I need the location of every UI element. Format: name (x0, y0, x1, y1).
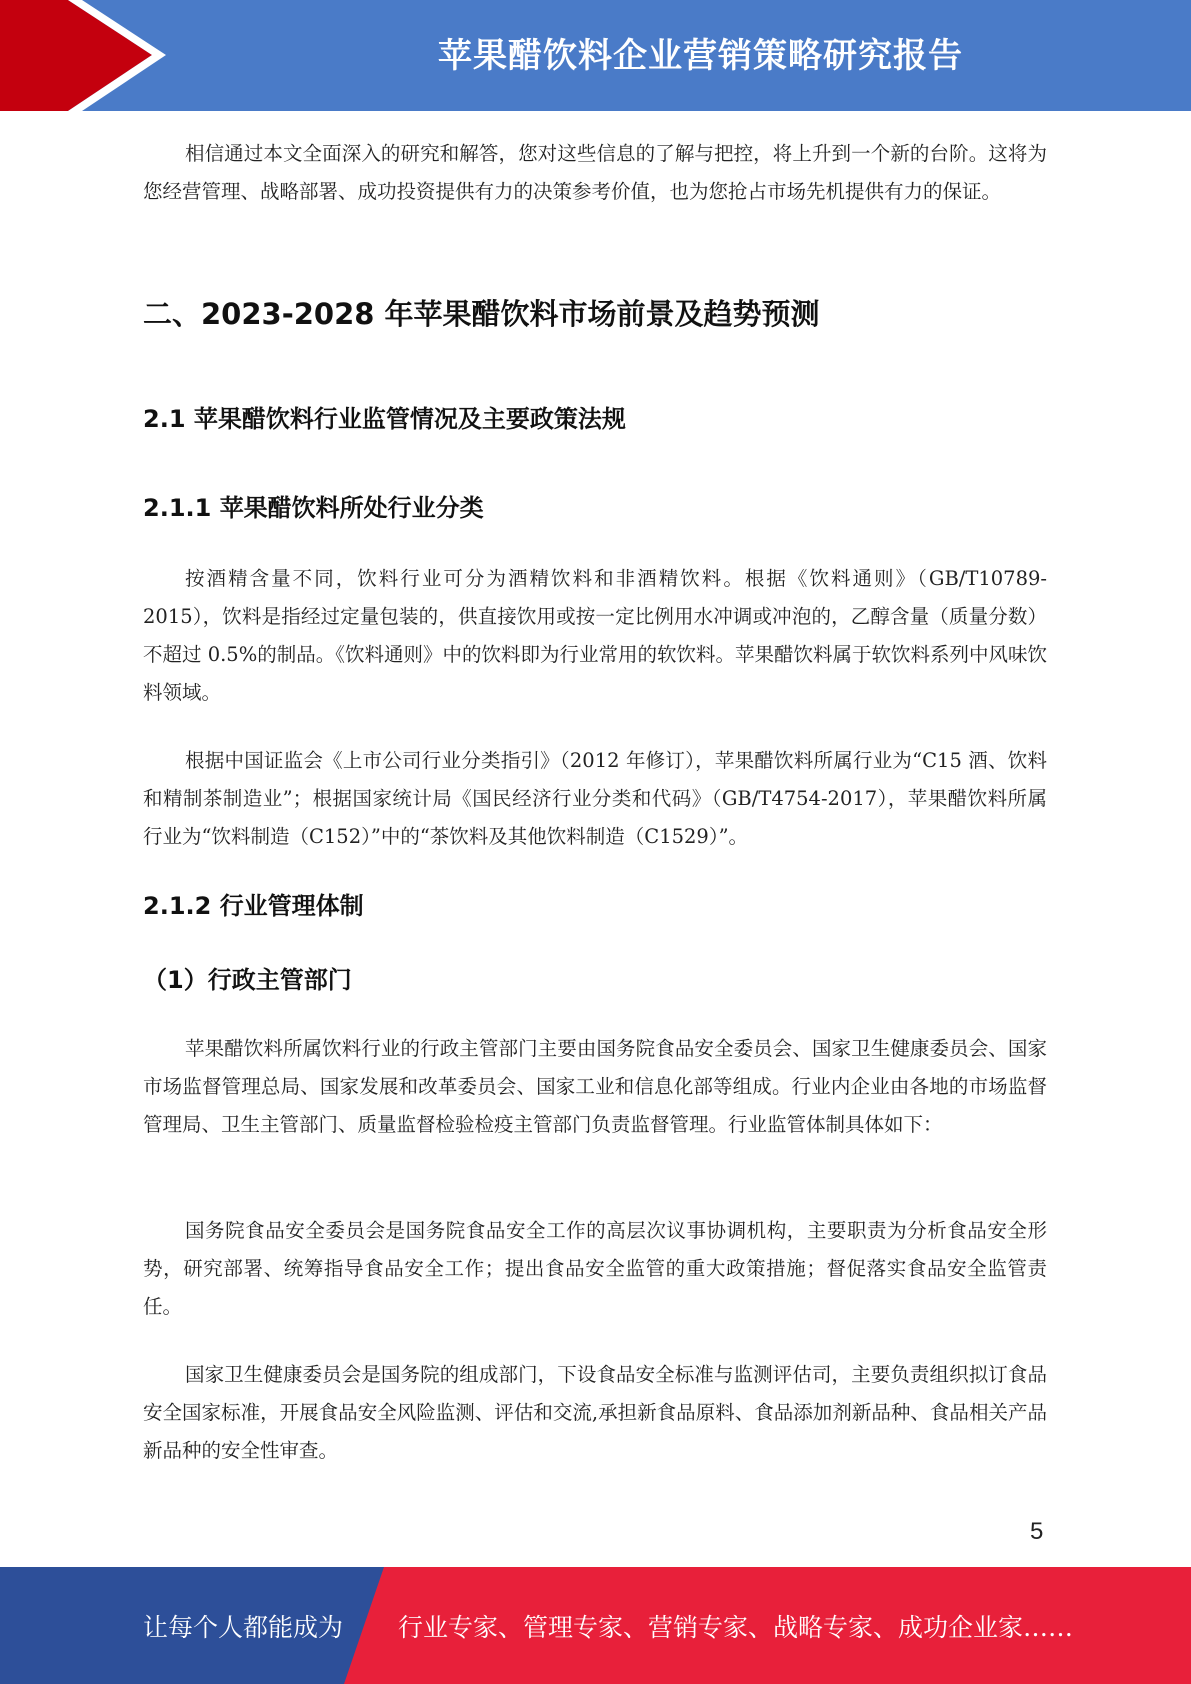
sub-heading-industry-classification: 2.1.1 苹果醋饮料所处行业分类 (143, 494, 484, 522)
section-heading: 二、2023-2028 年苹果醋饮料市场前景及趋势预测 (143, 297, 820, 331)
footer-slogan-left: 让每个人都能成为 (143, 1612, 344, 1642)
paragraph-administrative-departments: 苹果醋饮料所属饮料行业的行政主管部门主要由国务院食品安全委员会、国家卫生健康委员会、国家市场监督管理总局、国家发展和改革委员会、国家工业和信息化部等组成。行业内企业由各地的市场监督管理局、卫生主管部门、质量监督检验检疫主管部门负责监督管理。行业监管体制具体如下： (143, 1037, 1047, 1136)
subsection-heading: 2.1 苹果醋饮料行业监管情况及主要政策法规 (143, 405, 626, 433)
page-number: 5 (1030, 1518, 1044, 1545)
footer-slogan-right: 行业专家、管理专家、营销专家、战略专家、成功企业家…… (398, 1612, 1074, 1642)
intro-paragraph: 相信通过本文全面深入的研究和解答，您对这些信息的了解与把控，将上升到一个新的台阶。这将为您经营管理、战略部署、成功投资提供有力的决策参考价值，也为您抢占市场先机提供有力的保证。 (143, 142, 1047, 203)
paragraph-food-safety-committee: 国务院食品安全委员会是国务院食品安全工作的高层次议事协调机构，主要职责为分析食品安全形势，研究部署、统筹指导食品安全工作；提出食品安全监管的重大政策措施；督促落实食品安全监管责任。 (143, 1219, 1047, 1318)
paragraph-industry-classification: 按酒精含量不同，饮料行业可分为酒精饮料和非酒精饮料。根据《饮料通则》（GB/T10789-2015），饮料是指经过定量包装的，供直接饮用或按一定比例用水冲调或冲泡的，乙醇含量（质量分数）不超过 0.5%的制品。《饮料通则》中的饮料即为行业常用的软饮料。苹果醋饮料属于软饮料系列中风味饮料领域。 (143, 567, 1047, 704)
report-title: 苹果醋饮料企业营销策略研究报告 (438, 35, 963, 76)
page-footer (0, 1567, 1191, 1684)
sub-heading-administrative-departments: （1）行政主管部门 (143, 966, 352, 994)
sub-heading-management-system: 2.1.2 行业管理体制 (143, 892, 364, 920)
paragraph-health-commission: 国家卫生健康委员会是国务院的组成部门，下设食品安全标准与监测评估司，主要负责组织拟订食品安全国家标准，开展食品安全风险监测、评估和交流,承担新食品原料、食品添加剂新品种、食品相关产品新品种的安全性审查。 (143, 1363, 1047, 1462)
paragraph-csrc-classification: 根据中国证监会《上市公司行业分类指引》（2012 年修订），苹果醋饮料所属行业为“C15 酒、饮料和精制茶制造业”；根据国家统计局《国民经济行业分类和代码》（GB/T4754-2017），苹果醋饮料所属行业为“饮料制造（C152）”中的“茶饮料及其他饮料制造（C1529）”。 (143, 749, 1047, 848)
page-header (0, 0, 1191, 111)
